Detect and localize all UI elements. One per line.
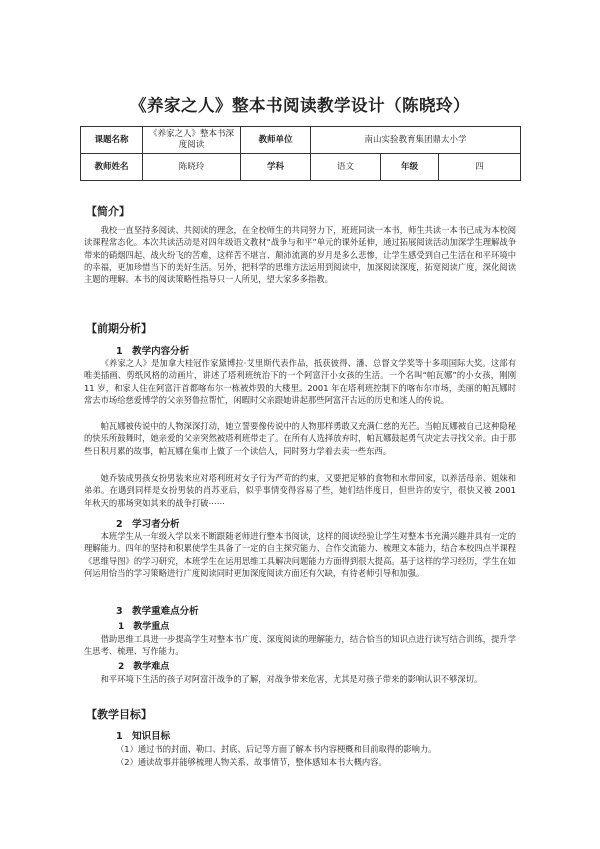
name-value: 陈晓玲 [143,154,241,181]
key-points-heading: 3 教学重难点分析 [116,606,199,617]
knowledge-goal-item-1: （1）通过书的封面、勒口、封底、后记等方面了解本书内容梗概和目前取得的影响力。 [116,744,437,754]
unit-value: 南山实验教育集团鼎太小学 [311,127,521,154]
subject-value: 语文 [311,154,381,181]
content-analysis-heading: 1 教学内容分析 [116,346,190,357]
goals-heading: 【教学目标】 [86,708,152,721]
content-paragraph-2: 帕瓦娜被传说中的人物深深打动，她立誓要像传说中的人物那样勇敢又充满仁慈的光芒。当帕瓦娜被自己这种隐秘的快乐所鼓舞时，她亲爱的父亲突然被塔利班带走了。在所有人选择放弃时，帕瓦娜鼓起勇气决定去寻找父亲。由于那些日积月累的故事，帕瓦娜在集市上做了一个读信人，同时努力学着去卖一些东西。 [84,421,516,456]
difficulty-paragraph: 和平环境下生活的孩子对阿富汗战争的了解，对战争带来危害，尤其是对孩子带来的影响认识不够深切。 [100,674,483,684]
name-label: 教师姓名 [81,154,143,181]
content-paragraph-1: 《养家之人》是加拿大桂冠作家黛博拉·艾里斯代表作品，抵获彼得、潘、总督文学奖等十多项国际大奖。这部有唯美插画、剪纸风格的动画片，讲述了塔利班统治下的一个阿富汗小女孩的生活。一个名叫“帕瓦娜”的小女孩，刚刚 11 岁，和家人住在阿富汗首都喀布尔一栋被炸毁的大楼里。2001 年在塔利班控制下的喀布尔市场，美丽的帕瓦娜时常去市场给慈爱博学的父亲努鲁拉帮忙，闲暇时父亲跟她讲起那些阿富汗古远的历史和迷人的传说。 [84,358,516,405]
learner-paragraph: 本班学生从一年级入学以来不断跟随老师进行整本书阅读，这样的阅读经验让学生对整本书充满兴趣并具有一定的理解能力。四年的坚持和积累使学生具备了一定的自主探究能力、合作交流能力、梳理文本能力，结合本校四点半课程《思维导图》的学习研究，本班学生在运用思维工具解决问题能力方面得到很大提高。基于这样的学习经历，学生在如何运用恰当的学习策略进行广度阅读同时更加深度阅读方面还有欠缺，有待老师引导和加强。 [84,531,516,578]
info-row-2 [81,154,521,181]
knowledge-goal-heading: 1 知识目标 [116,731,171,742]
subject-label: 学科 [241,154,311,181]
topic-value: 《养家之人》整本书深度阅读 [143,127,241,154]
difficulty-heading: 2 教学难点 [118,662,170,672]
info-row-1 [81,127,521,154]
learner-analysis-heading: 2 学习者分析 [116,519,180,530]
key-point-paragraph: 借助思维工具进一步提高学生对整本书广度、深度阅读的理解能力，结合恰当的知识点进行读写结合训练，提升学生思考、梳理、写作能力。 [84,634,516,657]
intro-heading: 【简介】 [86,205,130,218]
grade-label: 年级 [381,154,439,181]
document-title: 《养家之人》整本书阅读教学设计（陈晓玲） [130,96,470,115]
unit-label: 教师单位 [241,127,311,154]
grade-value: 四 [439,154,521,181]
knowledge-goal-item-2: （2）通读故事并能够梳理人物关系、故事情节，整体感知本书大概内容。 [116,757,387,767]
key-point-heading: 1 教学重点 [118,622,170,632]
intro-paragraph: 我校一直坚持多阅读、共阅读的理念，在全校师生的共同努力下，班班同读一本书，师生共读一本书已成为本校阅读课程常态化。本次共读活动是对四年级语文教材“战争与和平”单元的课外延伸，通过拓展阅读活动加深学生理解战争带来的硝烟四起、战火纷飞的苦难，这样苦不堪言、颠沛流离的岁月是多么悲惨，让学生感受到自己生活在和平环境中的幸福，更加珍惜当下的美好生活。另外，把科学的思维方法运用到阅读中，加深阅读深度，拓宽阅读广度，深化阅读主题的理解。本书的阅读策略性指导只一人所见，望大家多多指教。 [84,225,516,285]
topic-label: 课题名称 [81,127,143,154]
content-paragraph-3: 她乔装成男孩女扮男装来应对塔利班对女子行为严苛的约束，又要把足够的食物和水带回家，以养活母亲、姐妹和弟弟。在遇到同样是女扮男装的肖苏亚后，似乎事情变得容易了些，她们结伴度日，但世许的安宁，很快又被 2001 年秋天的那场突如其来的战争打破⋯⋯ [84,473,516,508]
prelim-heading: 【前期分析】 [86,322,152,335]
info-table [80,126,521,181]
